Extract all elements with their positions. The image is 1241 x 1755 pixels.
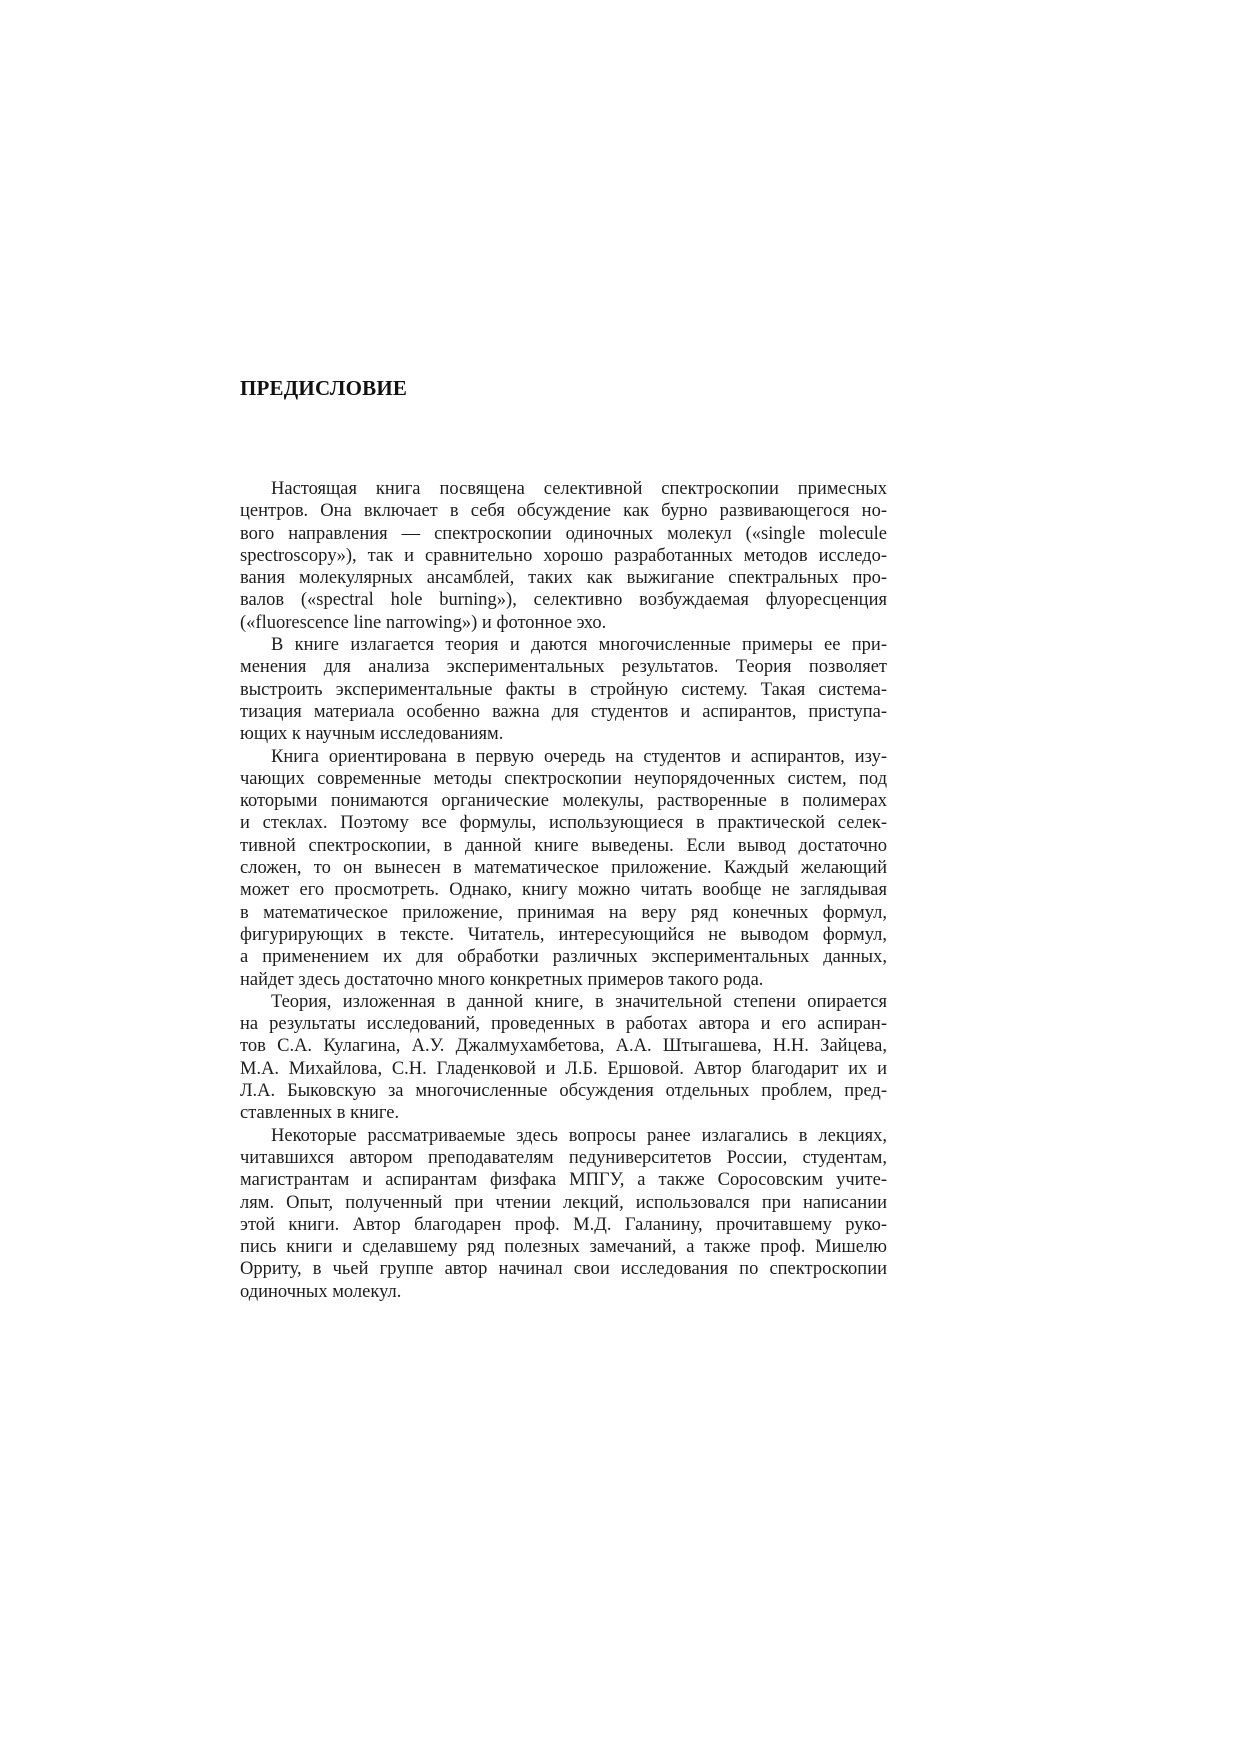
text-line: вания молекулярных ансамблей, таких как выжигание спектральных про-	[240, 568, 887, 589]
text-line: вого направления — спектроскопии одиночных молекул («single molecule	[240, 523, 887, 544]
text-line: сложен, то он вынесен в математическое приложение. Каждый желающий	[240, 858, 887, 879]
text-line: В книге излагается теория и даются многочисленные примеры ее при-	[271, 635, 887, 656]
paragraph-5	[240, 1125, 887, 1303]
paragraph-1	[240, 478, 887, 634]
text-line: валов («spectral hole burning»), селективно возбуждаемая флуоресценция	[240, 590, 887, 611]
text-line: менения для анализа экспериментальных результатов. Теория позволяет	[240, 657, 887, 678]
text-line: лям. Опыт, полученный при чтении лекций, использовался при написании	[240, 1192, 887, 1213]
paragraph-3	[240, 746, 887, 991]
text-line: М.А. Михайлова, С.Н. Гладенковой и Л.Б. Ершовой. Автор благодарит их и	[240, 1058, 887, 1079]
text-line: ющих к научным исследованиям.	[240, 724, 504, 745]
text-line: и стеклах. Поэтому все формулы, использующиеся в практической селек-	[240, 813, 887, 834]
text-line: магистрантам и аспирантам физфака МПГУ, а также Соросовским учите-	[240, 1170, 887, 1191]
page-title: ПРЕДИСЛОВИЕ	[240, 376, 408, 400]
text-line: Л.А. Быковскую за многочисленные обсуждения отдельных проблем, пред-	[240, 1081, 887, 1102]
text-line: чающих современные методы спектроскопии неупорядоченных систем, под	[240, 768, 887, 789]
text-line: тивной спектроскопии, в данной книге выведены. Если вывод достаточно	[240, 835, 887, 856]
text-line: этой книги. Автор благодарен проф. М.Д. Галанину, прочитавшему руко-	[240, 1214, 887, 1235]
text-line: Орриту, в чьей группе автор начинал свои исследования по спектроскопии	[240, 1259, 887, 1280]
text-line: центров. Она включает в себя обсуждение как бурно развивающегося но-	[240, 501, 887, 522]
text-line: Некоторые рассматриваемые здесь вопросы ранее излагались в лекциях,	[271, 1125, 887, 1146]
paragraph-2	[240, 634, 887, 745]
text-line: выстроить экспериментальные факты в стройную систему. Такая система-	[240, 679, 887, 700]
text-line: Настоящая книга посвящена селективной спектроскопии примесных	[271, 479, 887, 499]
text-line: в математическое приложение, принимая на веру ряд конечных формул,	[240, 902, 887, 923]
text-line: читавшихся автором преподавателям педуниверситетов России, студентам,	[240, 1147, 887, 1168]
text-line: пись книги и сделавшему ряд полезных замечаний, а также проф. Мишелю	[240, 1237, 887, 1258]
text-line: а применением их для обработки различных экспериментальных данных,	[240, 947, 887, 968]
text-line: одиночных молекул.	[240, 1281, 402, 1302]
text-line: фигурирующих в тексте. Читатель, интересующийся не выводом формул,	[240, 924, 887, 945]
text-line: Книга ориентирована в первую очередь на студентов и аспирантов, изу-	[271, 746, 887, 767]
text-line: Теория, изложенная в данной книге, в значительной степени опирается	[271, 991, 887, 1012]
text-line: spectroscopy»), так и сравнительно хорошо разработанных методов исследо-	[240, 545, 887, 566]
preface-body	[240, 478, 887, 1303]
text-line: может его просмотреть. Однако, книгу можно читать вообще не заглядывая	[240, 880, 887, 901]
text-line: на результаты исследований, проведенных в работах автора и его аспиран-	[240, 1014, 887, 1035]
text-line: тизация материала особенно важна для студентов и аспирантов, приступа-	[240, 701, 887, 722]
text-line: которыми понимаются органические молекулы, растворенные в полимерах	[240, 791, 887, 812]
text-line: тов С.А. Кулагина, А.У. Джалмухамбетова, А.А. Штыгашева, Н.Н. Зайцева,	[240, 1036, 887, 1057]
paragraph-4	[240, 991, 887, 1125]
text-line: («fluorescence line narrowing») и фотонное эхо.	[240, 612, 607, 633]
text-line: ставленных в книге.	[240, 1103, 400, 1124]
text-line: найдет здесь достаточно много конкретных примеров такого рода.	[240, 969, 764, 990]
